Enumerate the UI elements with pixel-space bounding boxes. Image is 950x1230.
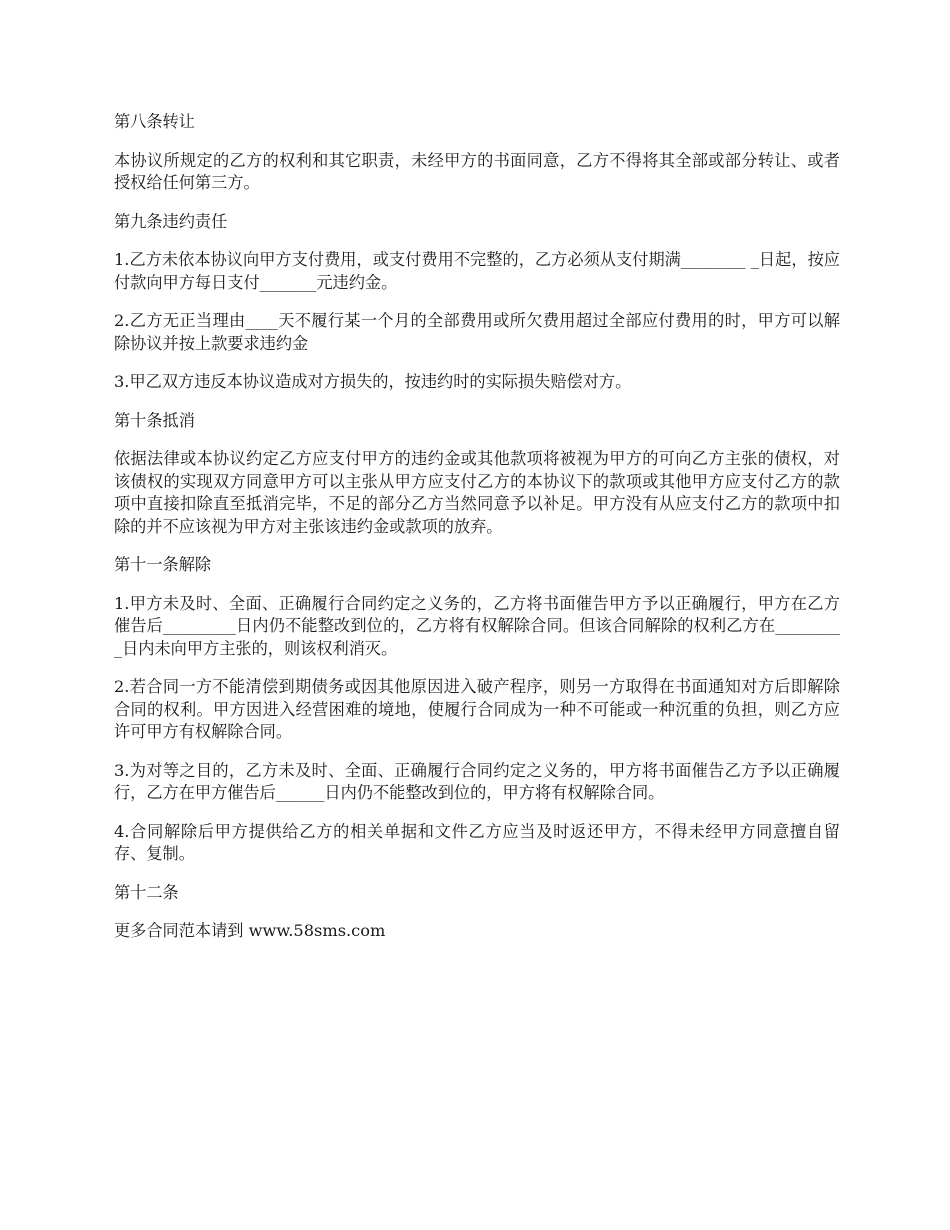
article-9-clause-2: 2.乙方无正当理由____天不履行某一个月的全部费用或所欠费用超过全部应付费用的时，甲方可以解除协议并按上款要求违约金	[114, 311, 840, 353]
article-11-clause-4: 4.合同解除后甲方提供给乙方的相关单据和文件乙方应当及时返还甲方，不得未经甲方同意擅自留存、复制。	[114, 821, 840, 863]
article-11-clause-2: 2.若合同一方不能清偿到期债务或因其他原因进入破产程序，则另一方取得在书面通知对方后即解除合同的权利。甲方因进入经营困难的境地，使履行合同成为一种不可能或一种沉重的负担，则乙方应许可甲方有权解除合同。	[114, 677, 840, 741]
article-10-heading: 第十条抵消	[114, 410, 195, 430]
document-body	[114, 111, 840, 959]
article-9-clause-3: 3.甲乙双方违反本协议造成对方损失的，按违约时的实际损失赔偿对方。	[114, 372, 632, 391]
article-8-heading: 第八条转让	[114, 112, 195, 131]
article-10-paragraph: 依据法律或本协议约定乙方应支付甲方的违约金或其他款项将被视为甲方的可向乙方主张的债权，对该债权的实现双方同意甲方可以主张从甲方应支付乙方的本协议下的款项或其他甲方应支付乙方的款项中直接扣除直至抵消完毕，不足的部分乙方当然同意予以补足。甲方没有从应支付乙方的款项中扣除的并不应该视为甲方对主张该违约金或款项的放弃。	[114, 449, 840, 536]
article-9-heading: 第九条违约责任	[114, 211, 228, 231]
article-11-heading: 第十一条解除	[114, 555, 212, 574]
footer-link-text: 更多合同范本请到 www.58sms.com	[114, 921, 386, 940]
article-12-heading: 第十二条	[114, 882, 179, 902]
article-11-clause-3: 3.为对等之目的，乙方未及时、全面、正确履行合同约定之义务的，甲方将书面催告乙方予以正确履行，乙方在甲方催告后______日内仍不能整改到位的，甲方将有权解除合同。	[114, 760, 840, 802]
article-11-clause-1: 1.甲方未及时、全面、正确履行合同约定之义务的，乙方将书面催告甲方予以正确履行，甲方在乙方催告后_________日内仍不能整改到位的，乙方将有权解除合同。但该合同解除的权利乙方在_________日内未向甲方主张的，则该权利消灭。	[114, 593, 840, 658]
article-9-clause-1: 1.乙方未依本协议向甲方支付费用，或支付费用不完整的，乙方必须从支付期满________ _日起，按应付款向甲方每日支付_______元违约金。	[114, 250, 840, 292]
article-8-paragraph: 本协议所规定的乙方的权利和其它职责，未经甲方的书面同意，乙方不得将其全部或部分转让、或者授权给任何第三方。	[114, 150, 840, 192]
